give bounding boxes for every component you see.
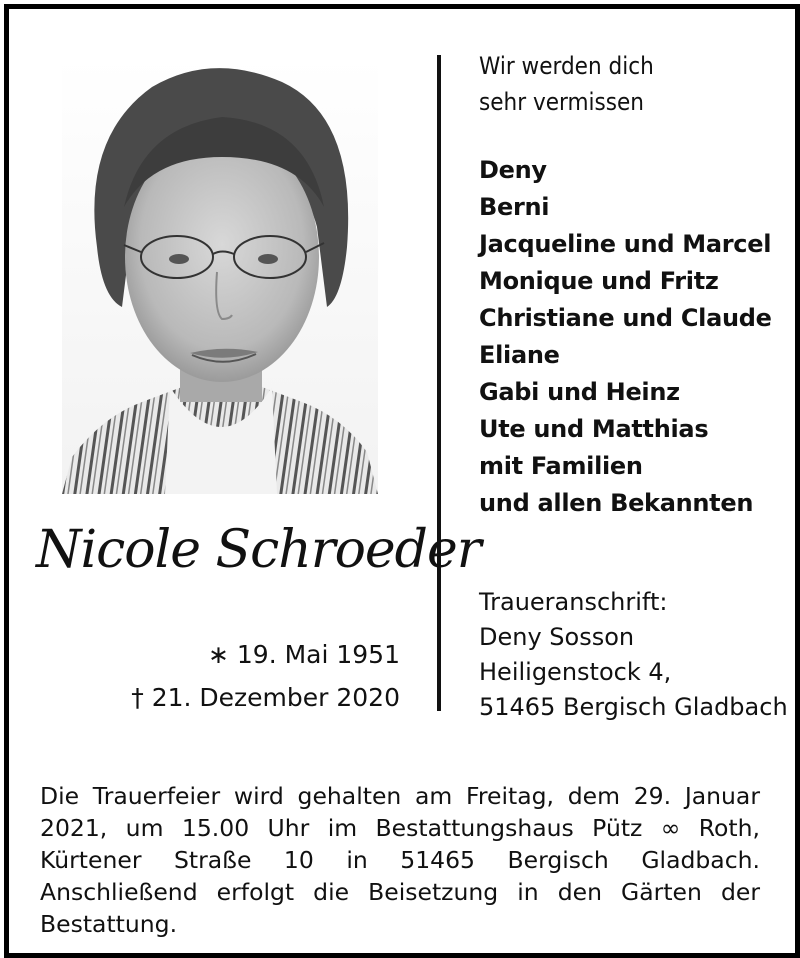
intro-line: sehr vermissen: [479, 88, 644, 116]
birth-date: ∗ 19. Mai 1951: [207, 640, 400, 669]
vertical-divider: [437, 55, 441, 711]
intro-line: Wir werden dich: [479, 52, 654, 80]
portrait-image: [62, 57, 378, 494]
deceased-name: Nicole Schroeder: [36, 520, 481, 580]
mourner-name: und allen Bekannten: [479, 489, 754, 517]
death-date: † 21. Dezember 2020: [131, 683, 400, 712]
mourner-name: Deny: [479, 156, 547, 184]
mourner-name: Eliane: [479, 341, 560, 369]
intro-text: [479, 48, 654, 120]
mourner-name: Gabi und Heinz: [479, 378, 680, 406]
mourning-address: [479, 585, 788, 725]
funeral-notice: Die Trauerfeier wird gehalten am Freitag, dem 29. Januar 2021, um 15.00 Uhr im Bestattungshaus Pütz ∞ Roth, Kürtener Straße 10 in 51465 Bergisch Gladbach. Anschließend erfolgt die Beisetzung in den Gärten der Bestattung.: [40, 782, 760, 938]
mourner-name: mit Familien: [479, 452, 643, 480]
mourners-list: [479, 152, 772, 522]
mourner-name: Berni: [479, 193, 550, 221]
mourner-name: Monique und Fritz: [479, 267, 719, 295]
mourner-name: Christiane und Claude: [479, 304, 772, 332]
address-line: 51465 Bergisch Gladbach: [479, 693, 788, 721]
mourner-name: Ute und Matthias: [479, 415, 709, 443]
address-line: Heiligenstock 4,: [479, 658, 672, 686]
portrait-photo: [62, 57, 378, 494]
address-line: Deny Sosson: [479, 623, 635, 651]
address-label: Traueranschrift:: [479, 588, 668, 616]
life-dates: [131, 633, 400, 719]
mourner-name: Jacqueline und Marcel: [479, 230, 772, 258]
